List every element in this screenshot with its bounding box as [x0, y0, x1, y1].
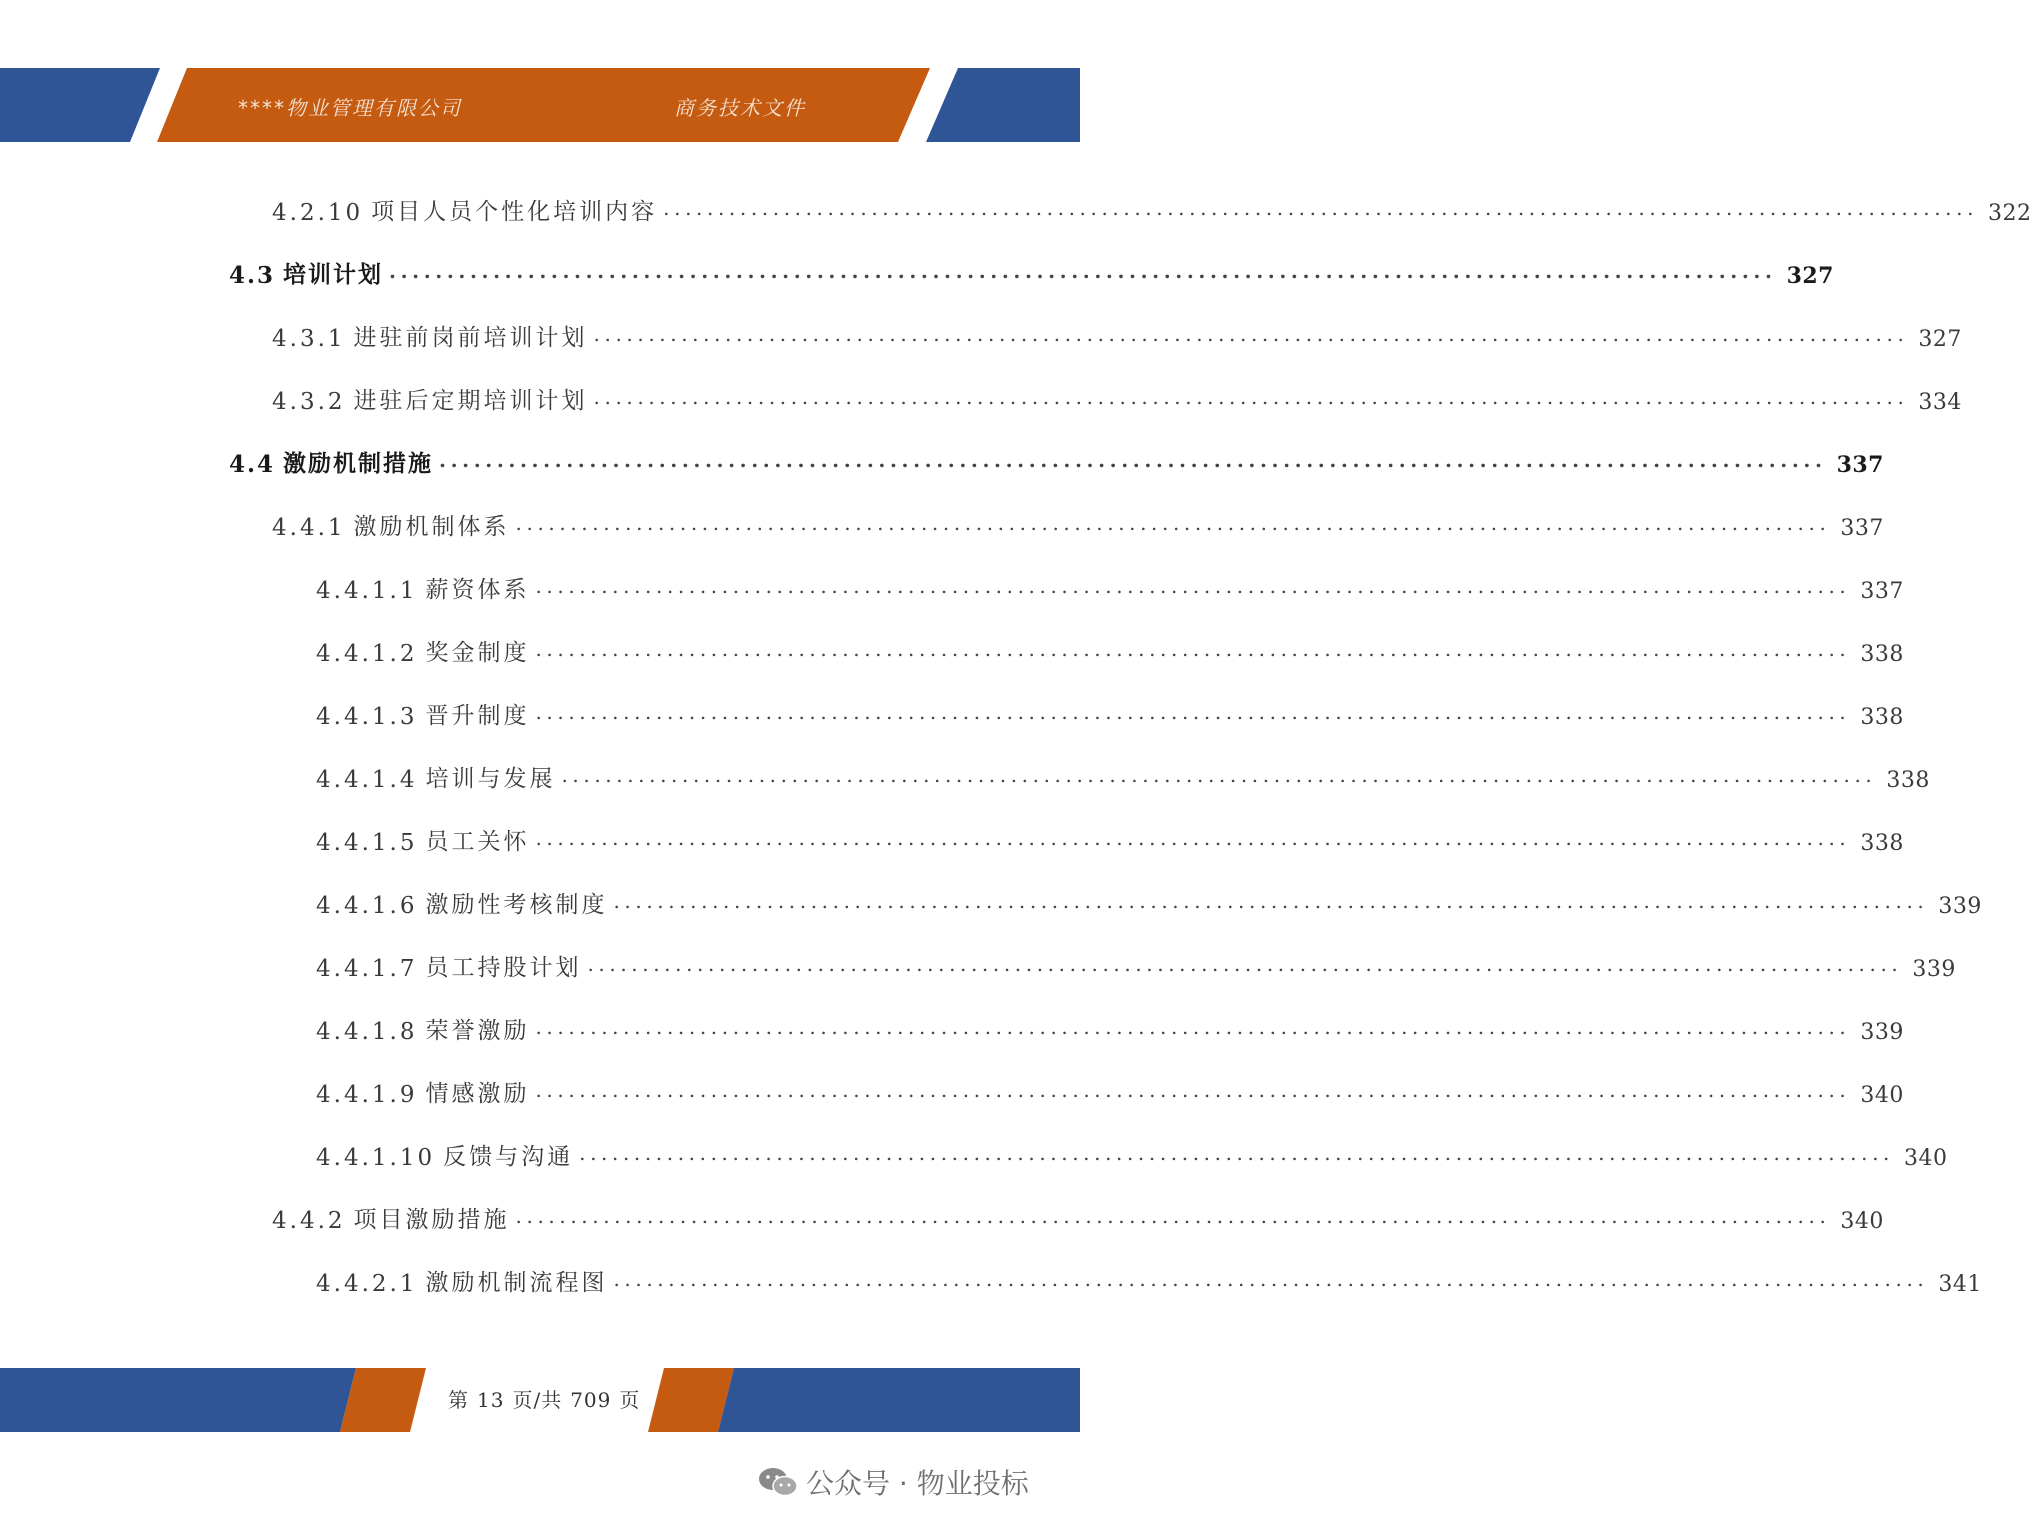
toc-entry[interactable]: [316, 1068, 1904, 1108]
watermark: [758, 1462, 1029, 1502]
toc-entry-number: 4.4.2: [272, 1208, 346, 1234]
toc-leader-dots: ........................................................................................................................: [613, 889, 1929, 913]
toc-entry-page: 337: [1836, 452, 1884, 478]
toc-entry[interactable]: [272, 501, 1884, 541]
toc-entry-number: 4.4.1.3: [316, 704, 418, 730]
toc-entry[interactable]: [316, 1131, 1948, 1171]
page-current: 13: [477, 1388, 505, 1412]
toc-entry-page: 340: [1840, 1209, 1884, 1234]
toc-leader-dots: ........................................................................................................................: [535, 1015, 1851, 1039]
toc-entry-number: 4.4.1.9: [316, 1082, 418, 1108]
toc-entry[interactable]: [316, 753, 1930, 793]
toc-leader-dots: ........................................................................................................................: [593, 322, 1909, 346]
toc-entry-title: 激励机制体系: [353, 514, 510, 540]
toc-entry-title: 员工关怀: [425, 829, 530, 855]
toc-entry-title: 情感激励: [425, 1081, 530, 1107]
toc-entry-title: 荣誉激励: [425, 1018, 530, 1044]
toc-entry-title: 进驻前岗前培训计划: [353, 325, 588, 351]
toc-entry-number: 4.3.2: [272, 389, 346, 415]
toc-leader-dots: ........................................................................................................................: [587, 952, 1903, 976]
toc-entry-title: 项目人员个性化培训内容: [371, 199, 658, 225]
toc-entry-number: 4.3.1: [272, 326, 346, 352]
toc-entry-title: 反馈与沟通: [443, 1144, 574, 1170]
toc-entry-title: 激励性考核制度: [425, 892, 608, 918]
toc-entry[interactable]: [316, 879, 1982, 919]
toc-entry-title: 晋升制度: [425, 703, 530, 729]
page-separator: 页/共: [512, 1388, 563, 1412]
toc-leader-dots: ........................................................................................................................: [593, 385, 1909, 409]
toc-entry[interactable]: [229, 249, 1834, 289]
header-band-graphic: [0, 68, 1080, 142]
toc-entry[interactable]: [316, 564, 1904, 604]
toc-entry-title: 培训计划: [283, 261, 384, 288]
toc-entry[interactable]: [272, 186, 2032, 226]
toc-entry-number: 4.2.10: [272, 200, 364, 226]
header-right-blue-shape: [926, 68, 1080, 142]
toc-entry-number: 4.4.1.2: [316, 641, 418, 667]
footer-left-blue-shape: [0, 1368, 356, 1432]
toc-leader-dots: ........................................................................................................................: [663, 196, 1979, 220]
toc-entry-title: 培训与发展: [425, 766, 556, 792]
toc-leader-dots: ........................................................................................................................: [515, 1204, 1831, 1228]
toc-entry-title: 薪资体系: [425, 577, 530, 603]
toc-entry-number: 4.4.1.8: [316, 1019, 418, 1045]
toc-entry-page: 327: [1918, 327, 1962, 352]
page-header: [0, 68, 1080, 142]
toc-entry-page: 338: [1860, 642, 1904, 667]
toc-entry-number: 4.4.1.5: [316, 830, 418, 856]
toc-entry-number: 4.4.1.4: [316, 767, 418, 793]
toc-entry-number: 4.4.1.6: [316, 893, 418, 919]
toc-leader-dots: ........................................................................................................................: [535, 1078, 1851, 1102]
header-company-name: ****物业管理有限公司: [238, 96, 462, 120]
toc-entry-title: 员工持股计划: [425, 955, 582, 981]
toc-entry-page: 340: [1860, 1083, 1904, 1108]
wechat-icon: [758, 1465, 798, 1499]
toc-entry-page: 341: [1938, 1272, 1982, 1297]
toc-entry-title: 激励机制流程图: [425, 1270, 608, 1296]
toc-entry[interactable]: [316, 942, 1956, 982]
toc-entry-page: 322: [1988, 201, 2032, 226]
toc-leader-dots: ........................................................................................................................: [439, 448, 1827, 472]
toc-entry-page: 337: [1840, 516, 1884, 541]
toc-entry-page: 338: [1860, 831, 1904, 856]
toc-leader-dots: ........................................................................................................................: [579, 1141, 1894, 1165]
toc-entry-number: 4.4.1.1: [316, 578, 418, 604]
toc-entry[interactable]: [316, 627, 1904, 667]
page-prefix: 第: [448, 1388, 469, 1412]
page-indicator: [444, 1384, 644, 1413]
toc-entry[interactable]: [316, 1005, 1904, 1045]
toc-entry-number: 4.4.2.1: [316, 1271, 418, 1297]
toc-entry-page: 340: [1904, 1146, 1948, 1171]
toc-entry[interactable]: [316, 1257, 1982, 1297]
toc-entry-page: 338: [1886, 768, 1930, 793]
toc-entry-page: 338: [1860, 705, 1904, 730]
toc-entry[interactable]: [272, 375, 1962, 415]
toc-leader-dots: ........................................................................................................................: [515, 511, 1831, 535]
page-footer: [0, 1368, 1080, 1432]
toc-entry-page: 339: [1938, 894, 1982, 919]
toc-entry-page: 339: [1860, 1020, 1904, 1045]
toc-entry-title: 激励机制措施: [283, 450, 434, 477]
toc-entry-number: 4.4.1: [272, 515, 346, 541]
toc-entry-page: 339: [1912, 957, 1956, 982]
toc-leader-dots: ........................................................................................................................: [613, 1267, 1929, 1291]
toc-entry[interactable]: [272, 312, 1962, 352]
toc-entry-number: 4.4: [229, 451, 276, 478]
toc-entry[interactable]: [316, 816, 1904, 856]
toc-entry[interactable]: [316, 690, 1904, 730]
toc-leader-dots: ........................................................................................................................: [535, 637, 1851, 661]
watermark-text: 公众号 · 物业投标: [806, 1467, 1029, 1500]
toc-leader-dots: ........................................................................................................................: [561, 763, 1877, 787]
footer-right-blue-shape: [718, 1368, 1080, 1432]
toc-entry-number: 4.3: [229, 262, 276, 289]
header-document-type: 商务技术文件: [674, 96, 806, 120]
toc-leader-dots: ........................................................................................................................: [389, 259, 1777, 283]
toc-leader-dots: ........................................................................................................................: [535, 826, 1851, 850]
page-total: 709: [570, 1388, 612, 1412]
toc-entry-page: 327: [1786, 263, 1834, 289]
toc-entry-page: 334: [1918, 390, 1962, 415]
toc-entry-title: 项目激励措施: [353, 1207, 510, 1233]
toc-leader-dots: ........................................................................................................................: [535, 574, 1851, 598]
page-suffix: 页: [619, 1388, 641, 1412]
toc-entry-number: 4.4.1.10: [316, 1145, 436, 1171]
toc-entry-title: 进驻后定期培训计划: [353, 388, 588, 414]
header-left-blue-shape: [0, 68, 160, 142]
toc-entry-page: 337: [1860, 579, 1904, 604]
toc-entry[interactable]: [229, 438, 1884, 478]
toc-entry[interactable]: [272, 1194, 1884, 1234]
toc-entry-number: 4.4.1.7: [316, 956, 418, 982]
toc-leader-dots: ........................................................................................................................: [535, 700, 1851, 724]
toc-entry-title: 奖金制度: [425, 640, 530, 666]
